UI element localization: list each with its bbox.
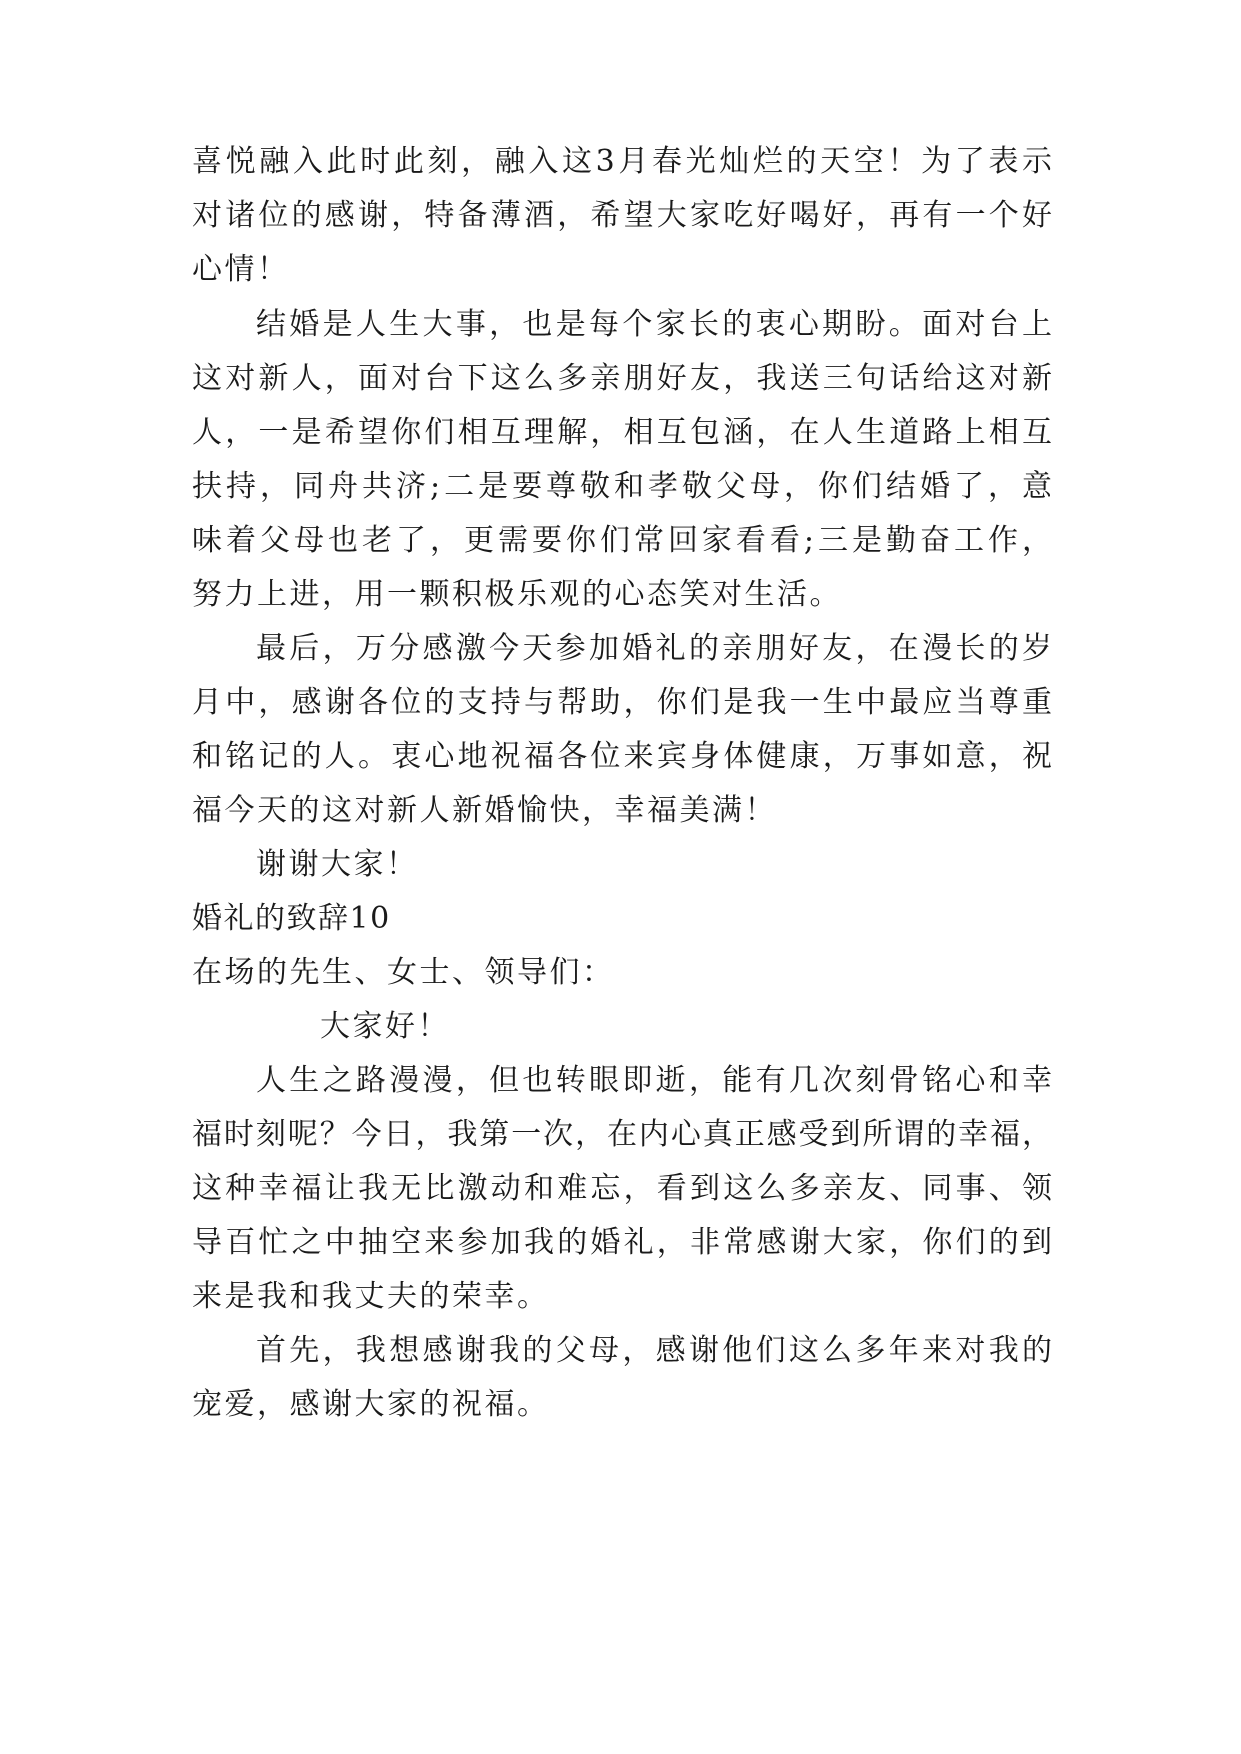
text-line: 心情！: [192, 252, 290, 287]
text-line: 月中，感谢各位的支持与帮助，你们是我一生中最应当尊重: [192, 685, 1052, 720]
text-line: 来是我和我丈夫的荣幸。: [192, 1279, 550, 1314]
text-line: 喜悦融入此时此刻，融入这3月春光灿烂的天空！为了表示: [192, 144, 1052, 179]
text-line: 首先，我想感谢我的父母，感谢他们这么多年来对我的: [256, 1333, 1052, 1368]
text-line: 这种幸福让我无比激动和难忘，看到这么多亲友、同事、领: [192, 1171, 1052, 1206]
text-line: 宠爱，感谢大家的祝福。: [192, 1387, 550, 1422]
text-line: 导百忙之中抽空来参加我的婚礼，非常感谢大家，你们的到: [192, 1225, 1052, 1260]
text-line: 最后，万分感激今天参加婚礼的亲朋好友，在漫长的岁: [256, 631, 1052, 666]
salutation: 在场的先生、女士、领导们：: [192, 955, 615, 990]
greeting: 大家好！: [320, 1009, 450, 1044]
text-line: 福时刻呢？今日，我第一次，在内心真正感受到所谓的幸福，: [192, 1117, 1052, 1152]
text-line: 和铭记的人。衷心地祝福各位来宾身体健康，万事如意，祝: [192, 739, 1052, 774]
text-line: 努力上进，用一颗积极乐观的心态笑对生活。: [192, 577, 842, 612]
text-line: 味着父母也老了，更需要你们常回家看看;三是勤奋工作，: [192, 523, 1052, 558]
text-line: 结婚是人生大事，也是每个家长的衷心期盼。面对台上: [256, 307, 1052, 342]
text-line: 谢谢大家！: [256, 847, 419, 882]
text-line: 人，一是希望你们相互理解，相互包涵，在人生道路上相互: [192, 415, 1052, 450]
text-line: 对诸位的感谢，特备薄酒，希望大家吃好喝好，再有一个好: [192, 198, 1052, 233]
text-line: 扶持，同舟共济;二是要尊敬和孝敬父母，你们结婚了，意: [192, 469, 1052, 504]
text-line: 这对新人，面对台下这么多亲朋好友，我送三句话给这对新: [192, 361, 1052, 396]
text-line: 人生之路漫漫，但也转眼即逝，能有几次刻骨铭心和幸: [256, 1063, 1052, 1098]
section-heading: 婚礼的致辞10: [192, 901, 391, 936]
text-line: 福今天的这对新人新婚愉快，幸福美满！: [192, 793, 777, 828]
